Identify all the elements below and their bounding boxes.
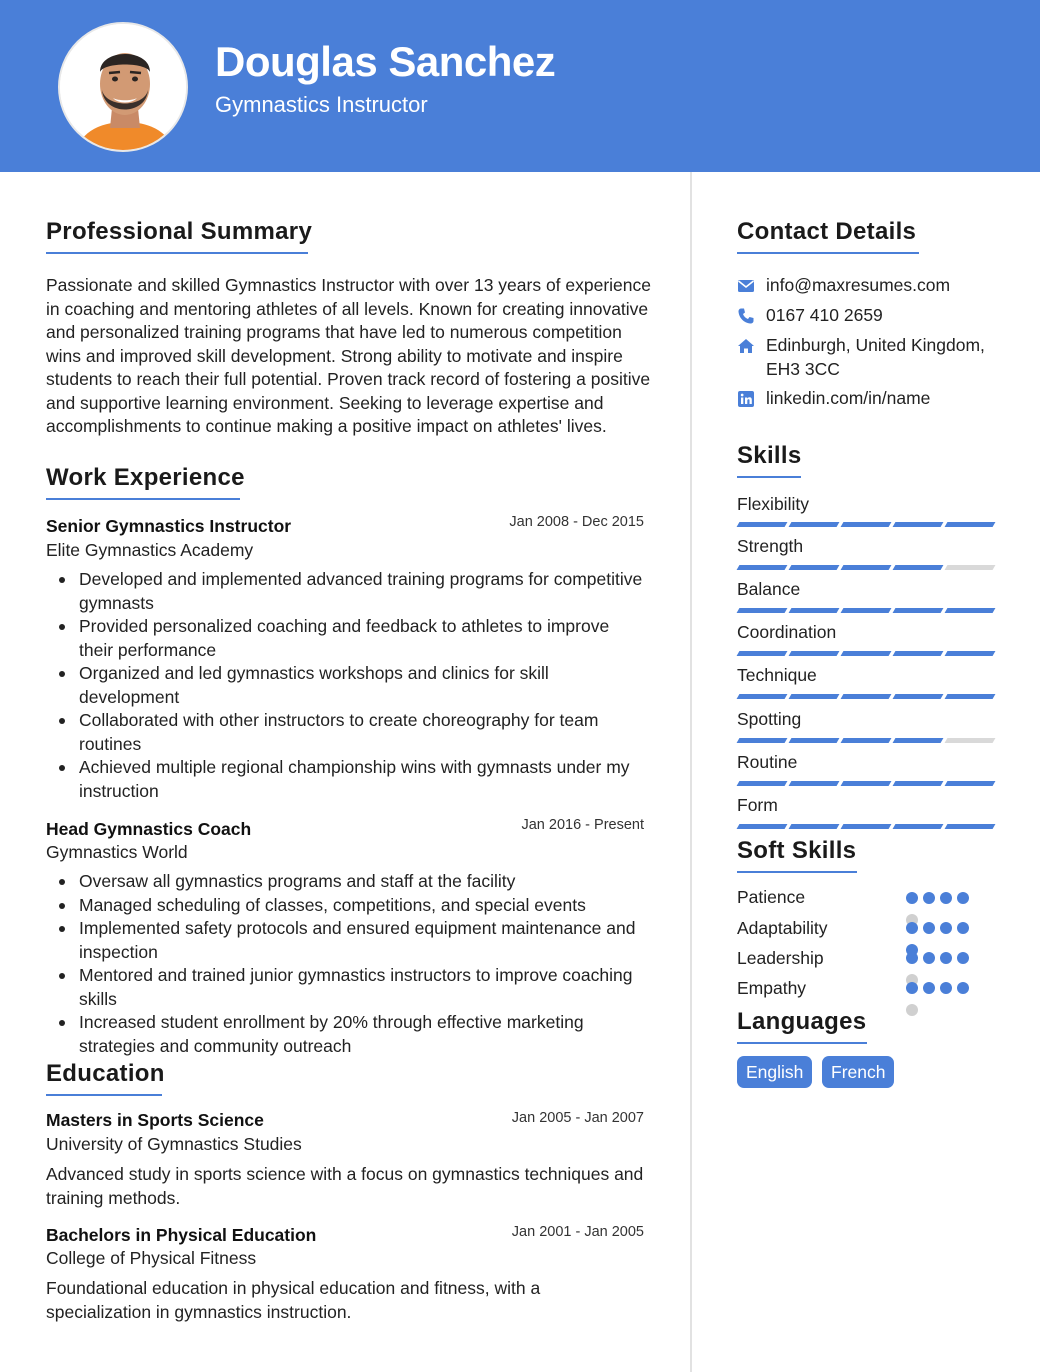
soft-skill-dots — [906, 982, 981, 1016]
job-company: Elite Gymnastics Academy — [46, 540, 254, 560]
contact-address — [737, 334, 1006, 381]
skill-name: Strength — [737, 536, 804, 556]
skill-level-segment — [945, 651, 996, 656]
skill-level-segment — [789, 738, 840, 743]
job-dates: Jan 2008 - Dec 2015 — [509, 514, 644, 530]
soft-skill-dots — [906, 892, 981, 926]
school-name: University of Gymnastics Studies — [46, 1134, 302, 1154]
skill-level-segment — [945, 824, 996, 829]
profile-photo-icon — [60, 24, 188, 152]
soft-skill-dot — [906, 892, 918, 904]
skill-name: Form — [737, 795, 778, 815]
soft-skill-dot — [957, 982, 969, 994]
skill-level-segment — [945, 522, 996, 527]
education-heading-rule — [46, 1094, 162, 1096]
job-bullet: Implemented safety protocols and ensured equipment maintenance and inspection — [46, 917, 646, 964]
skill-level-segment — [737, 608, 788, 613]
soft-skill-name: Patience — [737, 887, 806, 907]
degree-dates: Jan 2001 - Jan 2005 — [511, 1224, 644, 1240]
skill-level-segment — [841, 694, 892, 699]
job-bullet: Achieved multiple regional championship wins with gymnasts under my instruction — [46, 756, 646, 803]
skills-heading: Skills — [737, 442, 802, 469]
soft-skills-heading-rule — [737, 871, 857, 873]
languages-heading: Languages — [737, 1008, 867, 1035]
skill-name: Coordination — [737, 622, 837, 642]
soft-skill-name: Leadership — [737, 948, 824, 968]
skill-level-segment — [893, 565, 944, 570]
skill-level-segment — [737, 651, 788, 656]
skill-level-segment — [789, 522, 840, 527]
skill-level-bar — [738, 522, 994, 527]
contact-address-text: Edinburgh, United Kingdom, EH3 3CC — [766, 335, 985, 379]
skill-level-segment — [789, 565, 840, 570]
soft-skill-dot — [923, 892, 935, 904]
avatar — [58, 22, 188, 152]
contact-heading: Contact Details — [737, 218, 917, 245]
job-bullet: Managed scheduling of classes, competitions, and special events — [46, 894, 646, 918]
soft-skill-dots — [906, 952, 981, 986]
job-bullet: Increased student enrollment by 20% through effective marketing strategies and community outreach — [46, 1011, 646, 1058]
soft-skill-dot — [957, 892, 969, 904]
soft-skill-dot — [940, 892, 952, 904]
skill-level-segment — [893, 651, 944, 656]
degree-title: Masters in Sports Science — [46, 1110, 264, 1130]
skill-level-bar — [738, 694, 994, 699]
soft-skill-dot — [940, 982, 952, 994]
skill-level-segment — [789, 824, 840, 829]
contact-email — [737, 274, 1006, 298]
skill-level-bar — [738, 608, 994, 613]
skill-level-segment — [945, 565, 996, 570]
skill-level-segment — [789, 781, 840, 786]
skill-level-segment — [737, 694, 788, 699]
skill-level-segment — [893, 781, 944, 786]
header-banner — [0, 0, 1040, 172]
skill-level-bar — [738, 738, 994, 743]
skill-name: Technique — [737, 665, 817, 685]
skill-level-segment — [841, 738, 892, 743]
skill-level-segment — [893, 824, 944, 829]
skill-level-segment — [841, 522, 892, 527]
degree-description: Advanced study in sports science with a focus on gymnastics techniques and training methods. — [46, 1164, 644, 1208]
soft-skill-dot — [923, 922, 935, 934]
skill-level-segment — [737, 522, 788, 527]
job-title: Head Gymnastics Coach — [46, 819, 252, 839]
skill-level-bar — [738, 565, 994, 570]
skill-level-segment — [789, 651, 840, 656]
skill-level-segment — [945, 738, 996, 743]
skill-level-segment — [789, 608, 840, 613]
job-bullet: Collaborated with other instructors to create choreography for team routines — [46, 709, 646, 756]
soft-skill-dot — [923, 952, 935, 964]
soft-skill-dot — [906, 922, 918, 934]
job-title: Senior Gymnastics Instructor — [46, 516, 292, 536]
phone-icon — [737, 307, 755, 325]
contact-phone — [737, 304, 1006, 328]
skill-level-segment — [841, 824, 892, 829]
skill-level-bar — [738, 824, 994, 829]
soft-skill-dot — [906, 1004, 918, 1016]
contact-heading-rule — [737, 252, 919, 254]
candidate-title: Gymnastics Instructor — [215, 92, 428, 117]
job-bullet: Mentored and trained junior gymnastics instructors to improve coaching skills — [46, 964, 646, 1011]
skill-level-segment — [841, 565, 892, 570]
soft-skill-dots — [906, 922, 981, 956]
skill-name: Balance — [737, 579, 801, 599]
skill-level-segment — [789, 694, 840, 699]
job-dates: Jan 2016 - Present — [521, 817, 644, 833]
home-icon — [737, 337, 755, 355]
experience-heading-rule — [46, 498, 240, 500]
job-bullet: Oversaw all gymnastics programs and staff at the facility — [46, 870, 646, 894]
skill-level-segment — [841, 781, 892, 786]
skills-heading-rule — [737, 476, 801, 478]
envelope-icon — [737, 277, 755, 295]
soft-skill-name: Empathy — [737, 978, 807, 998]
soft-skill-dot — [923, 982, 935, 994]
skill-level-bar — [738, 781, 994, 786]
job-bullets — [46, 870, 646, 1058]
soft-skill-dot — [940, 952, 952, 964]
soft-skill-dot — [906, 982, 918, 994]
experience-heading: Work Experience — [46, 464, 245, 491]
skill-level-segment — [737, 824, 788, 829]
job-bullet: Organized and led gymnastics workshops and clinics for skill development — [46, 662, 646, 709]
skill-level-segment — [737, 781, 788, 786]
skill-level-segment — [737, 738, 788, 743]
soft-skill-dot — [957, 952, 969, 964]
skill-level-segment — [737, 565, 788, 570]
skill-level-segment — [945, 694, 996, 699]
school-name: College of Physical Fitness — [46, 1248, 257, 1268]
degree-title: Bachelors in Physical Education — [46, 1225, 317, 1245]
job-bullets — [46, 568, 646, 803]
degree-dates: Jan 2005 - Jan 2007 — [511, 1110, 644, 1126]
soft-skill-dot — [906, 952, 918, 964]
job-company: Gymnastics World — [46, 842, 188, 862]
skill-name: Spotting — [737, 709, 802, 729]
contact-phone-text[interactable]: 0167 410 2659 — [766, 305, 883, 325]
skill-name: Routine — [737, 752, 798, 772]
job-bullet: Developed and implemented advanced training programs for competitive gymnasts — [46, 568, 646, 615]
skill-level-bar — [738, 651, 994, 656]
degree-description: Foundational education in physical education and fitness, with a specialization in gymnastics instruction. — [46, 1278, 541, 1322]
language-tag-english: English — [737, 1056, 812, 1088]
skill-name: Flexibility — [737, 494, 809, 514]
language-tag-french: French — [822, 1056, 894, 1088]
skill-level-segment — [841, 651, 892, 656]
skill-level-segment — [893, 522, 944, 527]
skill-level-segment — [893, 738, 944, 743]
candidate-name: Douglas Sanchez — [215, 38, 556, 85]
skill-level-segment — [945, 608, 996, 613]
education-heading: Education — [46, 1060, 165, 1087]
job-bullet: Provided personalized coaching and feedback to athletes to improve their performance — [46, 615, 646, 662]
summary-text: Passionate and skilled Gymnastics Instructor with over 13 years of experience in coaching and mentoring athletes of all levels. Known for creating innovative and personalized training programs that have led to numerous competition wins and improved skill development. Strong ability to motivate and inspire students to reach their full potential. Proven track record of fostering a positive and supportive learning environment. Seeking to leverage expertise and accomplishments to continue making a positive impact on athletes' lives. — [46, 275, 652, 436]
skill-level-segment — [893, 608, 944, 613]
contact-linkedin-text[interactable]: linkedin.com/in/name — [766, 388, 931, 408]
contact-email-text[interactable]: info@maxresumes.com — [766, 275, 951, 295]
soft-skill-dot — [957, 922, 969, 934]
skill-level-segment — [945, 781, 996, 786]
linkedin-icon — [737, 390, 755, 408]
column-divider — [690, 172, 692, 1372]
skill-level-segment — [841, 608, 892, 613]
soft-skills-heading: Soft Skills — [737, 837, 857, 864]
soft-skill-dot — [940, 922, 952, 934]
soft-skill-name: Adaptability — [737, 918, 828, 938]
summary-heading: Professional Summary — [46, 218, 313, 245]
skill-level-segment — [893, 694, 944, 699]
summary-heading-rule — [46, 252, 308, 254]
languages-heading-rule — [737, 1042, 867, 1044]
contact-linkedin — [737, 387, 1006, 411]
